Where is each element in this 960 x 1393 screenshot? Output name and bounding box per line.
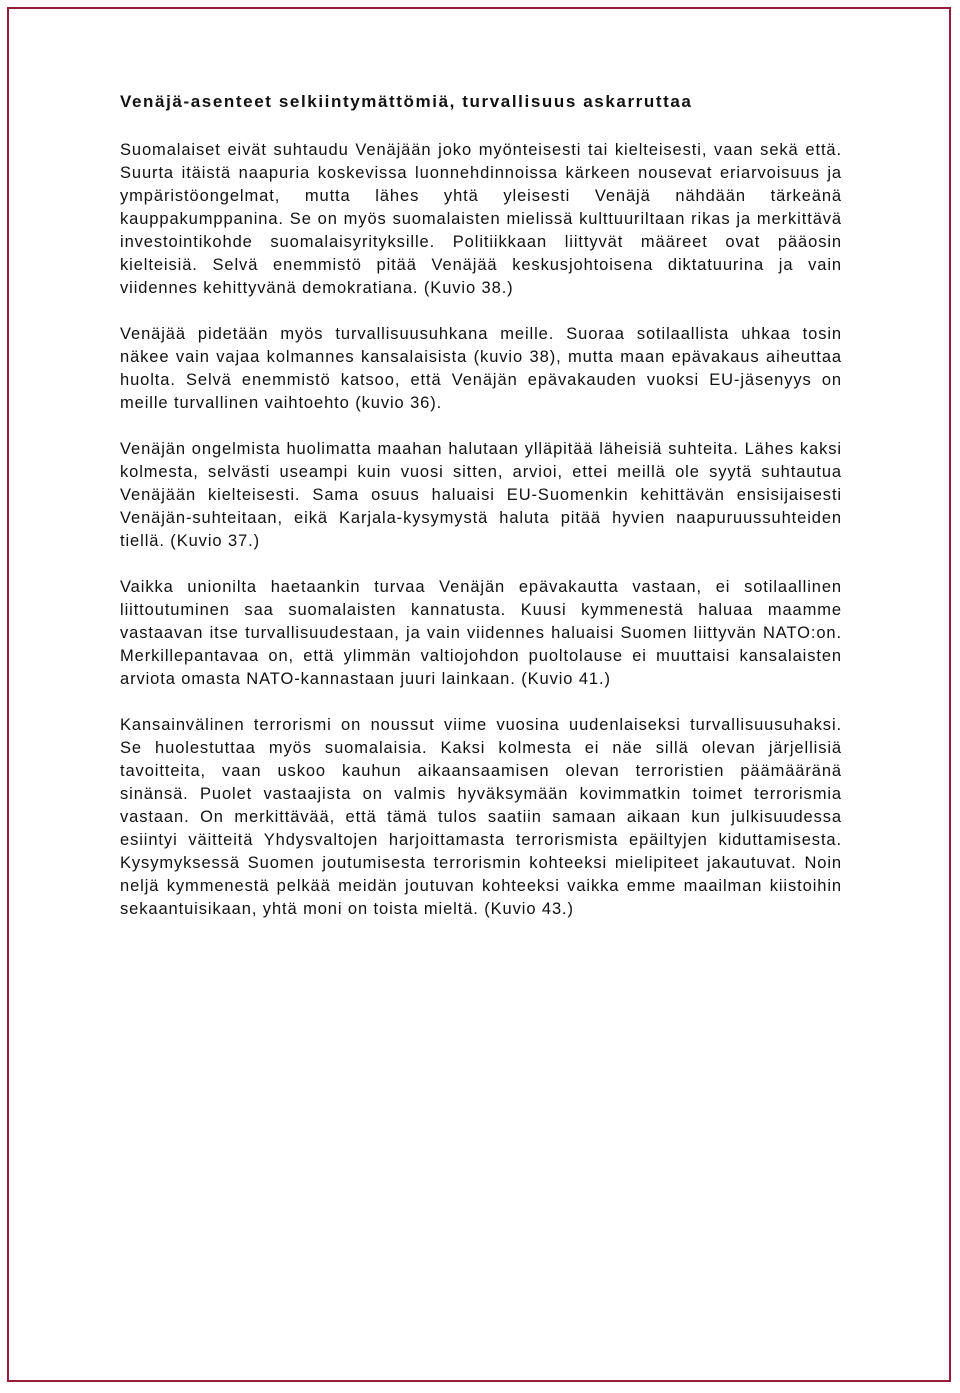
section-heading: Venäjä-asenteet selkiintymättömiä, turvallisuus askarruttaa <box>120 92 693 111</box>
paragraph-nato: Vaikka unionilta haetaankin turvaa Venäjän epävakautta vastaan, ei sotilaallinen liittoutuminen saa suomalaisten kannatusta. Kuusi kymmenestä haluaa maamme vastaavan itse turvallisuudestaan, ja vain viidennes haluaisi Suomen liittyvän NATO:on. Merkillepantavaa on, että ylimmän valtiojohdon puoltolause ei muuttaisi kansalaisten arviota omasta NATO-kannastaan juuri lainkaan. (Kuvio 41.) <box>120 578 842 688</box>
document-body <box>120 90 842 944</box>
paragraph-security-threat: Venäjää pidetään myös turvallisuusuhkana meille. Suoraa sotilaallista uhkaa tosin näkee vain vajaa kolmannes kansalaisista (kuvio 38), mutta maan epävakaus aiheuttaa huolta. Selvä enemmistö katsoo, että Venäjän epävakauden vuoksi EU-jäsenyys on meille turvallinen vaihtoehto (kuvio 36). <box>120 325 842 412</box>
paragraph-russia-attitudes: Suomalaiset eivät suhtaudu Venäjään joko myönteisesti tai kielteisesti, vaan sekä että. Suurta itäistä naapuria koskevissa luonnehdinnoissa kärkeen nousevat eriarvoisuus ja ympäristöongelmat, mutta lähes yhtä yleisesti Venäjä nähdään tärkeänä kauppakumppanina. Se on myös suomalaisten mielissä kulttuuriltaan rikas ja merkittävä investointikohde suomalaisyrityksille. Politiikkaan liittyvät määreet ovat pääosin kielteisiä. Selvä enemmistö pitää Venäjää keskusjohtoisena diktatuurina ja vain viidennes kehittyvänä demokratiana. (Kuvio 38.) <box>120 141 842 297</box>
paragraph-terrorism: Kansainvälinen terrorismi on noussut viime vuosina uudenlaiseksi turvallisuusuhaksi. Se huolestuttaa myös suomalaisia. Kaksi kolmesta ei näe sillä olevan järjellisiä tavoitteita, vaan uskoo kauhun aikaansaamisen olevan terroristien päämääränä sinänsä. Puolet vastaajista on valmis hyväksymään kovimmatkin toimet terrorismia vastaan. On merkittävää, että tämä tulos saatiin samaan aikaan kun julkisuudessa esiintyi väitteitä Yhdysvaltojen harjoittamasta terrorismista epäiltyjen kiduttamisesta. Kysymyksessä Suomen joutumisesta terrorismin kohteeksi mielipiteet jakautuvat. Noin neljä kymmenestä pelkää meidän joutuvan kohteeksi vaikka emme maailman kiistoihin sekaantuisikaan, yhtä moni on toista mieltä. (Kuvio 43.) <box>120 716 842 918</box>
paragraph-close-relations: Venäjän ongelmista huolimatta maahan halutaan ylläpitää läheisiä suhteita. Lähes kaksi kolmesta, selvästi useampi kuin vuosi sitten, arvioi, ettei meillä ole syytä suhtautua Venäjään kielteisesti. Sama osuus haluaisi EU-Suomenkin kehittävän ensisijaisesti Venäjän-suhteitaan, eikä Karjala-kysymystä haluta pitää hyvien naapuruussuhteiden tiellä. (Kuvio 37.) <box>120 440 842 550</box>
